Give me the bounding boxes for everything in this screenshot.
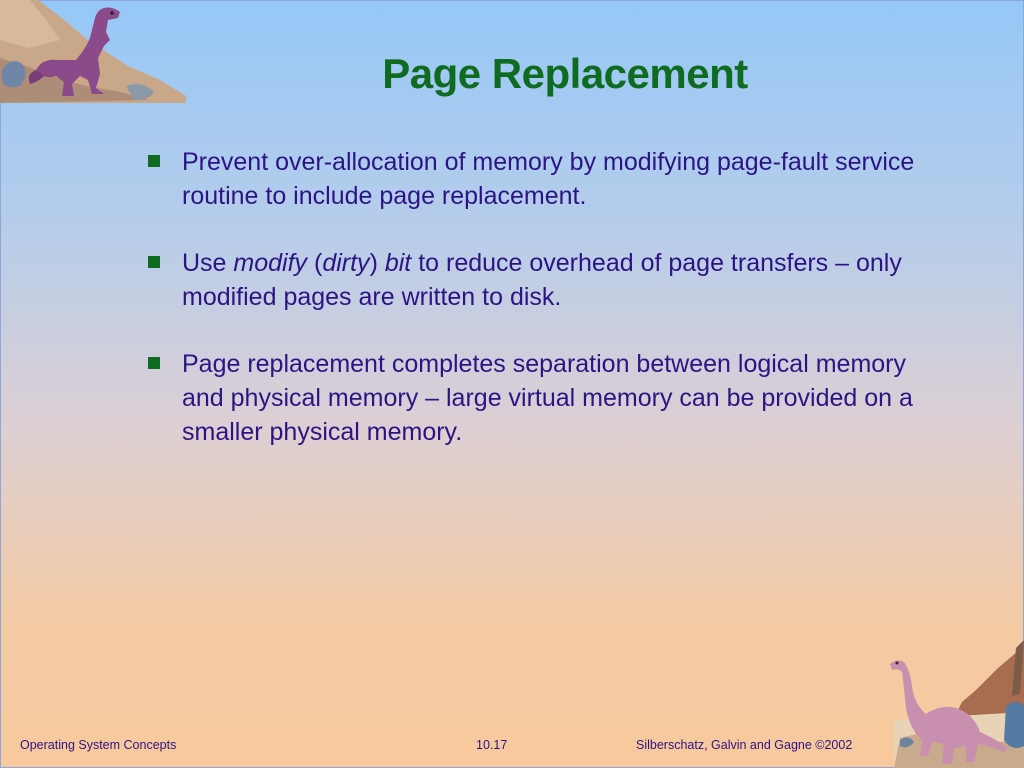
bullet-text-emphasis: dirty [322,249,370,277]
bullet-marker [148,357,160,369]
bullet-text [182,148,914,210]
bullet-text-run: ( [307,249,323,277]
bullet-marker [148,155,160,167]
footer-copyright: Silberschatz, Galvin and Gagne ©2002 [636,738,853,752]
bullet-text-run: ) [369,249,385,277]
bullet-marker [148,256,160,268]
long-neck-dinosaur-icon [880,640,1024,768]
bullet-list [146,145,916,482]
bullet-text-run: Page replacement completes separation between logical memory and physical memory – large virtual memory can be provided on a smaller physical memory. [182,350,913,446]
bullet-text-run: to reduce overhead of page transfers – only modified pages are written to disk. [182,249,902,311]
bullet-text [182,249,902,311]
bullet-text-run: Prevent over-allocation of memory by modifying page-fault service routine to include page replacement. [182,148,915,210]
footer-course-title: Operating System Concepts [20,738,177,752]
bullet-text-emphasis: modify [233,249,308,277]
bullet-item [146,145,916,213]
footer-page-number: 10.17 [476,738,508,752]
bullet-text [182,350,913,446]
dinosaur-on-rock-icon [0,0,190,110]
bullet-item [146,347,916,449]
bullet-text-run: Use [182,249,234,277]
bullet-text-emphasis: bit [384,249,412,277]
bullet-item [146,246,916,314]
slide-title: Page Replacement [382,50,748,98]
